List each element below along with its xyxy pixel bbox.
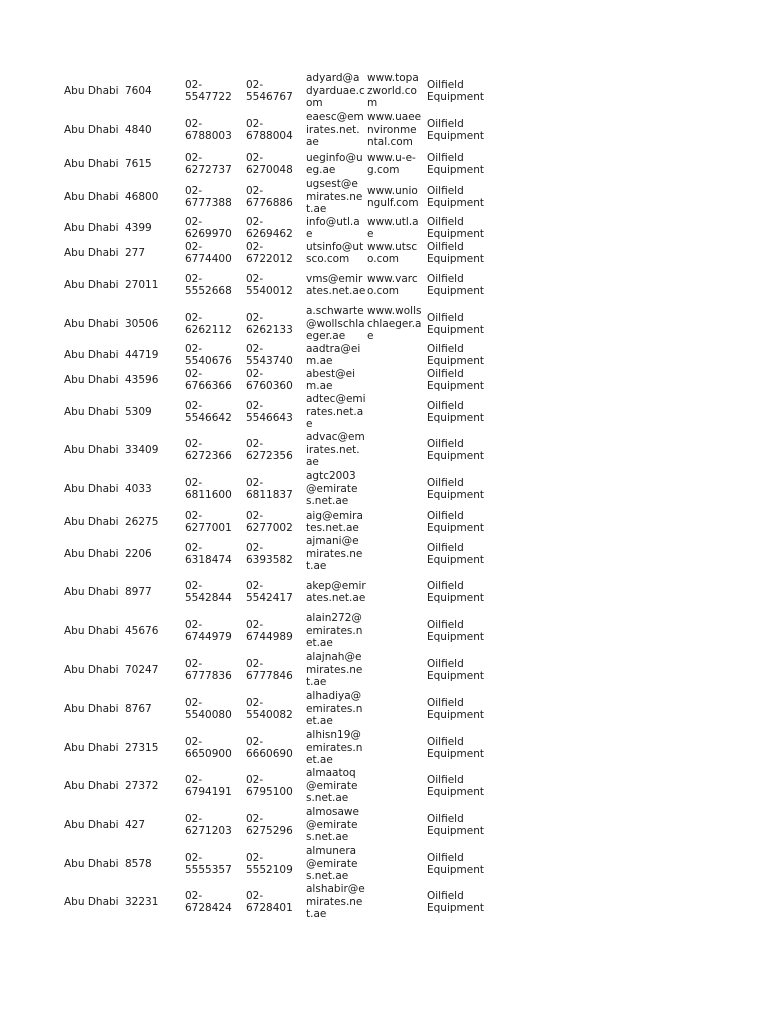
email-cell[interactable]: eaesc@emirates.net.ae bbox=[306, 111, 364, 149]
email-cell[interactable]: almaatoq@emirates.net.ae bbox=[306, 767, 358, 805]
category-cell: Oilfield Equipment bbox=[427, 735, 484, 760]
telephone-cell: 02- 5555357 bbox=[185, 851, 232, 876]
email-cell[interactable]: alhisn19@emirates.net.ae bbox=[306, 729, 363, 767]
website-cell bbox=[367, 805, 423, 845]
telephone-cell: 02- 6744979 bbox=[185, 618, 232, 643]
email-cell[interactable]: agtc2003@emirates.net.ae bbox=[306, 470, 358, 508]
telephone-cell: 02- 6272737 bbox=[185, 151, 232, 176]
email-cell[interactable]: advac@emirates.net.ae bbox=[306, 431, 365, 469]
table-row bbox=[0, 651, 768, 689]
email-cell[interactable]: alhadiya@emirates.net.ae bbox=[306, 690, 363, 728]
fax-cell: 02- 6275296 bbox=[246, 812, 293, 837]
category-cell: Oilfield Equipment bbox=[427, 184, 484, 209]
telephone-cell: 02- 6277001 bbox=[185, 509, 232, 534]
category-cell: Oilfield Equipment bbox=[427, 367, 484, 392]
city-cell: Abu Dhabi bbox=[64, 278, 119, 291]
telephone-cell: 02- 6774400 bbox=[185, 240, 232, 265]
po-box-cell: 33409 bbox=[125, 443, 159, 456]
category-cell: Oilfield Equipment bbox=[427, 117, 484, 142]
city-cell: Abu Dhabi bbox=[64, 405, 119, 418]
po-box-cell: 27315 bbox=[125, 741, 159, 754]
email-cell[interactable]: almosawe@emirates.net.ae bbox=[306, 806, 359, 844]
table-row bbox=[0, 535, 768, 573]
website-cell bbox=[367, 509, 423, 535]
email-cell[interactable]: alshabir@emirates.net.ae bbox=[306, 883, 365, 921]
category-cell: Oilfield Equipment bbox=[427, 618, 484, 643]
po-box-cell: 26275 bbox=[125, 515, 159, 528]
po-box-cell: 27011 bbox=[125, 278, 159, 291]
directory-table bbox=[0, 71, 768, 921]
fax-cell: 02- 6269462 bbox=[246, 215, 293, 240]
website-cell[interactable]: www.u-e-g.com bbox=[367, 151, 416, 176]
email-cell[interactable]: ugsest@emirates.net.ae bbox=[306, 178, 363, 216]
city-cell: Abu Dhabi bbox=[64, 84, 119, 97]
fax-cell: 02- 5540012 bbox=[246, 272, 293, 297]
city-cell: Abu Dhabi bbox=[64, 482, 119, 495]
email-cell[interactable]: ueginfo@ueg.ae bbox=[306, 151, 363, 176]
po-box-cell: 5309 bbox=[125, 405, 152, 418]
city-cell: Abu Dhabi bbox=[64, 373, 119, 386]
city-cell: Abu Dhabi bbox=[64, 547, 119, 560]
telephone-cell: 02- 6794191 bbox=[185, 773, 232, 798]
email-cell[interactable]: vms@emirates.net.ae bbox=[306, 272, 366, 297]
website-cell[interactable]: www.varco.com bbox=[367, 272, 418, 297]
website-cell bbox=[367, 729, 423, 767]
city-cell: Abu Dhabi bbox=[64, 741, 119, 754]
po-box-cell: 8578 bbox=[125, 857, 152, 870]
city-cell: Abu Dhabi bbox=[64, 663, 119, 676]
website-cell[interactable]: www.uaeenvironmental.com bbox=[367, 111, 422, 149]
telephone-cell: 02- 6788003 bbox=[185, 117, 232, 142]
table-row bbox=[0, 343, 768, 367]
table-row bbox=[0, 265, 768, 305]
fax-cell: 02- 6722012 bbox=[246, 240, 293, 265]
po-box-cell: 27372 bbox=[125, 779, 159, 792]
fax-cell: 02- 6393582 bbox=[246, 541, 293, 566]
table-row bbox=[0, 241, 768, 265]
website-cell[interactable]: www.utl.ae bbox=[367, 215, 419, 240]
table-row bbox=[0, 611, 768, 651]
email-cell[interactable]: abest@eim.ae bbox=[306, 367, 356, 392]
website-cell[interactable]: www.utsco.com bbox=[367, 240, 418, 265]
table-row bbox=[0, 367, 768, 393]
table-row bbox=[0, 431, 768, 469]
fax-cell: 02- 6728401 bbox=[246, 889, 293, 914]
po-box-cell: 32231 bbox=[125, 895, 159, 908]
telephone-cell: 02- 6269970 bbox=[185, 215, 232, 240]
table-row bbox=[0, 573, 768, 611]
category-cell: Oilfield Equipment bbox=[427, 151, 484, 176]
table-row bbox=[0, 393, 768, 431]
email-cell[interactable]: a.schwarte@wollschlaeger.ae bbox=[306, 305, 365, 343]
po-box-cell: 43596 bbox=[125, 373, 159, 386]
email-cell[interactable]: info@utl.ae bbox=[306, 215, 360, 240]
category-cell: Oilfield Equipment bbox=[427, 509, 484, 534]
fax-cell: 02- 6788004 bbox=[246, 117, 293, 142]
category-cell: Oilfield Equipment bbox=[427, 696, 484, 721]
city-cell: Abu Dhabi bbox=[64, 157, 119, 170]
po-box-cell: 4033 bbox=[125, 482, 152, 495]
category-cell: Oilfield Equipment bbox=[427, 78, 484, 103]
telephone-cell: 02- 5540676 bbox=[185, 342, 232, 367]
category-cell: Oilfield Equipment bbox=[427, 812, 484, 837]
city-cell: Abu Dhabi bbox=[64, 895, 119, 908]
website-cell bbox=[367, 343, 423, 367]
city-cell: Abu Dhabi bbox=[64, 221, 119, 234]
fax-cell: 02- 6795100 bbox=[246, 773, 293, 798]
website-cell bbox=[367, 431, 423, 469]
email-cell[interactable]: almunera@emirates.net.ae bbox=[306, 845, 358, 883]
city-cell: Abu Dhabi bbox=[64, 779, 119, 792]
city-cell: Abu Dhabi bbox=[64, 624, 119, 637]
website-cell bbox=[367, 651, 423, 689]
city-cell: Abu Dhabi bbox=[64, 190, 119, 203]
website-cell[interactable]: www.wollschlaeger.ae bbox=[367, 305, 422, 343]
telephone-cell: 02- 5552668 bbox=[185, 272, 232, 297]
fax-cell: 02- 6811837 bbox=[246, 476, 293, 501]
telephone-cell: 02- 6777836 bbox=[185, 657, 232, 682]
category-cell: Oilfield Equipment bbox=[427, 476, 484, 501]
po-box-cell: 30506 bbox=[125, 317, 159, 330]
city-cell: Abu Dhabi bbox=[64, 246, 119, 259]
po-box-cell: 70247 bbox=[125, 663, 159, 676]
email-cell[interactable]: aadtra@eim.ae bbox=[306, 342, 361, 367]
city-cell: Abu Dhabi bbox=[64, 818, 119, 831]
category-cell: Oilfield Equipment bbox=[427, 272, 484, 297]
po-box-cell: 427 bbox=[125, 818, 146, 831]
website-cell[interactable]: www.uniongulf.com bbox=[367, 184, 419, 209]
fax-cell: 02- 5552109 bbox=[246, 851, 293, 876]
city-cell: Abu Dhabi bbox=[64, 123, 119, 136]
table-row bbox=[0, 729, 768, 767]
telephone-cell: 02- 6262112 bbox=[185, 311, 232, 336]
city-cell: Abu Dhabi bbox=[64, 702, 119, 715]
website-cell[interactable]: www.topazworld.com bbox=[367, 72, 419, 110]
telephone-cell: 02- 6318474 bbox=[185, 541, 232, 566]
category-cell: Oilfield Equipment bbox=[427, 437, 484, 462]
table-row bbox=[0, 767, 768, 805]
po-box-cell: 44719 bbox=[125, 348, 159, 361]
fax-cell: 02- 5542417 bbox=[246, 579, 293, 604]
telephone-cell: 02- 5542844 bbox=[185, 579, 232, 604]
table-row bbox=[0, 509, 768, 535]
city-cell: Abu Dhabi bbox=[64, 348, 119, 361]
website-cell bbox=[367, 367, 423, 393]
website-cell bbox=[367, 767, 423, 805]
fax-cell: 02- 5540082 bbox=[246, 696, 293, 721]
fax-cell: 02- 5546643 bbox=[246, 399, 293, 424]
website-cell bbox=[367, 689, 423, 729]
email-cell[interactable]: aig@emirates.net.ae bbox=[306, 509, 363, 534]
table-row bbox=[0, 883, 768, 921]
email-cell[interactable]: adyard@adyarduae.com bbox=[306, 72, 365, 110]
fax-cell: 02- 6270048 bbox=[246, 151, 293, 176]
category-cell: Oilfield Equipment bbox=[427, 399, 484, 424]
fax-cell: 02- 6760360 bbox=[246, 367, 293, 392]
po-box-cell: 46800 bbox=[125, 190, 159, 203]
po-box-cell: 8977 bbox=[125, 585, 152, 598]
city-cell: Abu Dhabi bbox=[64, 857, 119, 870]
city-cell: Abu Dhabi bbox=[64, 515, 119, 528]
fax-cell: 02- 6277002 bbox=[246, 509, 293, 534]
po-box-cell: 277 bbox=[125, 246, 146, 259]
website-cell bbox=[367, 469, 423, 509]
telephone-cell: 02- 6728424 bbox=[185, 889, 232, 914]
website-cell bbox=[367, 883, 423, 921]
po-box-cell: 7604 bbox=[125, 84, 152, 97]
category-cell: Oilfield Equipment bbox=[427, 541, 484, 566]
website-cell bbox=[367, 611, 423, 651]
po-box-cell: 4399 bbox=[125, 221, 152, 234]
fax-cell: 02- 5546767 bbox=[246, 78, 293, 103]
city-cell: Abu Dhabi bbox=[64, 585, 119, 598]
po-box-cell: 2206 bbox=[125, 547, 152, 560]
fax-cell: 02- 6262133 bbox=[246, 311, 293, 336]
website-cell bbox=[367, 573, 423, 611]
telephone-cell: 02- 6811600 bbox=[185, 476, 232, 501]
category-cell: Oilfield Equipment bbox=[427, 851, 484, 876]
telephone-cell: 02- 5547722 bbox=[185, 78, 232, 103]
fax-cell: 02- 6777846 bbox=[246, 657, 293, 682]
email-cell[interactable]: adtec@emirates.net.ae bbox=[306, 393, 366, 431]
telephone-cell: 02- 5546642 bbox=[185, 399, 232, 424]
email-cell[interactable]: ajmani@emirates.net.ae bbox=[306, 535, 363, 573]
fax-cell: 02- 6744989 bbox=[246, 618, 293, 643]
website-cell bbox=[367, 845, 423, 883]
category-cell: Oilfield Equipment bbox=[427, 579, 484, 604]
email-cell[interactable]: utsinfo@utsco.com bbox=[306, 240, 364, 265]
po-box-cell: 45676 bbox=[125, 624, 159, 637]
website-cell bbox=[367, 393, 423, 431]
table-row bbox=[0, 305, 768, 343]
category-cell: Oilfield Equipment bbox=[427, 773, 484, 798]
po-box-cell: 7615 bbox=[125, 157, 152, 170]
po-box-cell: 4840 bbox=[125, 123, 152, 136]
table-row bbox=[0, 215, 768, 241]
fax-cell: 02- 6776886 bbox=[246, 184, 293, 209]
email-cell[interactable]: alain272@emirates.net.ae bbox=[306, 612, 363, 650]
city-cell: Abu Dhabi bbox=[64, 443, 119, 456]
category-cell: Oilfield Equipment bbox=[427, 240, 484, 265]
table-row bbox=[0, 71, 768, 111]
city-cell: Abu Dhabi bbox=[64, 317, 119, 330]
table-row bbox=[0, 179, 768, 215]
telephone-cell: 02- 6777388 bbox=[185, 184, 232, 209]
table-row bbox=[0, 149, 768, 179]
category-cell: Oilfield Equipment bbox=[427, 657, 484, 682]
table-row bbox=[0, 111, 768, 149]
website-cell bbox=[367, 535, 423, 573]
category-cell: Oilfield Equipment bbox=[427, 889, 484, 914]
table-row bbox=[0, 805, 768, 845]
category-cell: Oilfield Equipment bbox=[427, 311, 484, 336]
fax-cell: 02- 6272356 bbox=[246, 437, 293, 462]
category-cell: Oilfield Equipment bbox=[427, 342, 484, 367]
table-row bbox=[0, 469, 768, 509]
fax-cell: 02- 5543740 bbox=[246, 342, 293, 367]
telephone-cell: 02- 6766366 bbox=[185, 367, 232, 392]
email-cell[interactable]: alajnah@emirates.net.ae bbox=[306, 651, 363, 689]
table-row bbox=[0, 845, 768, 883]
telephone-cell: 02- 5540080 bbox=[185, 696, 232, 721]
telephone-cell: 02- 6271203 bbox=[185, 812, 232, 837]
telephone-cell: 02- 6272366 bbox=[185, 437, 232, 462]
email-cell[interactable]: akep@emirates.net.ae bbox=[306, 579, 366, 604]
fax-cell: 02- 6660690 bbox=[246, 735, 293, 760]
category-cell: Oilfield Equipment bbox=[427, 215, 484, 240]
table-row bbox=[0, 689, 768, 729]
po-box-cell: 8767 bbox=[125, 702, 152, 715]
telephone-cell: 02- 6650900 bbox=[185, 735, 232, 760]
